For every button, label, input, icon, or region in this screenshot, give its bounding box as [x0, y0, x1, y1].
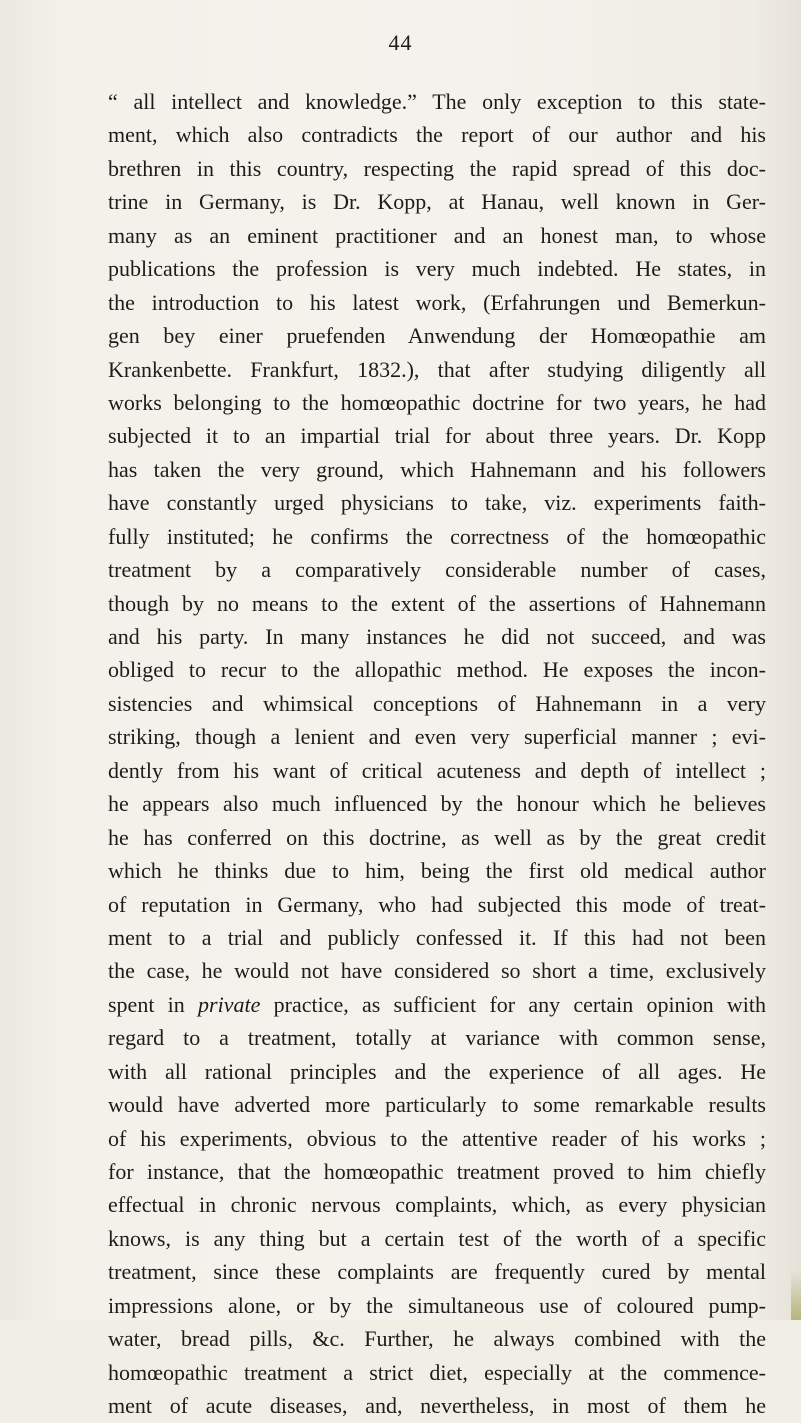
text-line: brethren in this country, respecting the rapid spread of this doc- [108, 155, 766, 181]
text-line: he has conferred on this doctrine, as well as by the great credit [108, 824, 766, 850]
text-line: treatment by a comparatively considerable number of cases, [108, 557, 766, 583]
text-line: publications the profession is very much indebted. He states, in [108, 256, 766, 282]
text-line: the case, he would not have considered so short a time, exclusively [108, 958, 766, 984]
text-line: homœopathic treatment a strict diet, especially at the commence- [108, 1359, 766, 1385]
text-line: regard to a treatment, totally at variance with common sense, [108, 1025, 766, 1051]
text-line: works belonging to the homœopathic doctrine for two years, he had [108, 389, 766, 415]
text-line: striking, though a lenient and even very superficial manner ; evi- [108, 724, 766, 750]
text-line: has taken the very ground, which Hahnemann and his followers [108, 456, 766, 482]
text-line: water, bread pills, &c. Further, he always combined with the [108, 1326, 766, 1352]
text-line: many as an eminent practitioner and an honest man, to whose [108, 222, 766, 248]
text-line: he appears also much influenced by the honour which he believes [108, 791, 766, 817]
text-line: ment to a trial and publicly confessed it. If this had not been [108, 924, 766, 950]
text-line: Krankenbette. Frankfurt, 1832.), that after studying diligently all [108, 356, 766, 382]
text-line: trine in Germany, is Dr. Kopp, at Hanau, well known in Ger- [108, 189, 766, 215]
text-line: for instance, that the homœopathic treatment proved to him chiefly [108, 1159, 766, 1184]
text-line: have constantly urged physicians to take, viz. experiments faith- [108, 490, 766, 516]
body-text [108, 85, 766, 1423]
text-line: effectual in chronic nervous complaints, which, as every physician [108, 1192, 766, 1218]
text-line: treatment, since these complaints are frequently cured by mental [108, 1259, 766, 1285]
text-segment: practice, as sufficient for any certain opinion with [273, 991, 767, 1017]
page-number: 44 [388, 30, 413, 55]
text-line: which he thinks due to him, being the first old medical author [108, 858, 766, 884]
text-line: gen bey einer pruefenden Anwendung der Homœopathie am [108, 323, 766, 349]
text-line: would have adverted more particularly to some remarkable results [108, 1092, 766, 1118]
text-line: the introduction to his latest work, (Erfahrungen und Bemerkun- [108, 289, 766, 315]
text-line: dently from his want of critical acuteness and depth of intellect ; [108, 757, 766, 783]
page-edge-stain [791, 1270, 801, 1320]
text-line: though by no means to the extent of the assertions of Hahnemann [108, 590, 766, 616]
text-line: of reputation in Germany, who had subjected this mode of treat- [108, 891, 766, 917]
text-segment: spent in [108, 991, 185, 1017]
text-line: ment, which also contradicts the report of our author and his [108, 122, 766, 148]
text-line: of his experiments, obvious to the attentive reader of his works ; [108, 1125, 766, 1151]
text-line: ment of acute diseases, and, nevertheless, in most of them he [108, 1393, 766, 1419]
text-line: fully instituted; he confirms the correctness of the homœopathic [108, 523, 766, 549]
text-line: sistencies and whimsical conceptions of Hahnemann in a very [108, 690, 766, 716]
text-line: obliged to recur to the allopathic method. He exposes the incon- [108, 657, 766, 683]
text-line-with-italic [108, 988, 766, 1021]
text-line: impressions alone, or by the simultaneous use of coloured pump- [108, 1292, 766, 1318]
text-line: subjected it to an impartial trial for about three years. Dr. Kopp [108, 423, 766, 449]
text-line: knows, is any thing but a certain test of the worth of a specific [108, 1225, 766, 1251]
italic-word: private [198, 991, 261, 1017]
text-line: “ all intellect and knowledge.” The only exception to this state- [108, 89, 766, 114]
text-line: and his party. In many instances he did not succeed, and was [108, 624, 766, 649]
text-line: with all rational principles and the experience of all ages. He [108, 1058, 766, 1084]
